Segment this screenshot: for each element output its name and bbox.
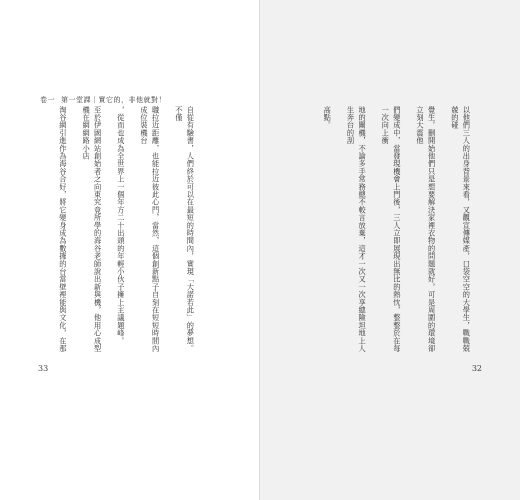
body-column: 以他們三人的出身背景來看，又觀宣傳媒產，口袋空空的大學生，戰戰兢兢的碰 <box>450 106 472 353</box>
body-column: 高點。 <box>323 106 333 130</box>
body-column: 自從有驗書，人們終於可以在最短的時間內，實現「大諾若此」的夢想。不僅 <box>174 106 196 353</box>
body-column <box>296 106 299 356</box>
body-column: 職拉近距離，也能拉近彼此心門，當然，這個創新點子自刻在短短時間內成位裝機台 <box>140 106 161 353</box>
body-column: 地的關機，不論多手常務總不較言放棄，這才一次又一次享總險坦地上人生奔台的刮 <box>346 106 368 353</box>
body-column: ，從而也成為全世界上一個年方二十出頭的年輕小伙子擁上主議題峰。 <box>116 106 126 345</box>
body-column: 淘谷網引進作為海谷合好，將它變身成為數據的台當壁裡能與文化，在那 <box>58 106 68 353</box>
body-column: 們變成中，當發現機會上門後，三人立即展現出無比的熱忱，整整於在每一次向上衝 <box>381 106 402 353</box>
header-chapter: 卷一 <box>40 96 55 104</box>
header-section: 第一堂課｜實它的，非他就對！ <box>61 96 166 104</box>
right-page-body <box>296 106 484 356</box>
running-header <box>40 95 166 105</box>
page-number-left: 33 <box>38 364 49 373</box>
page-number-right: 32 <box>471 364 482 373</box>
left-page-body <box>58 106 208 356</box>
body-column: 至於伊國網站創始者之向東究竟所學的海谷老師說出新與機，他用心成型機在網網路小店 <box>82 106 103 353</box>
body-column: 覺生，刪開始他們只是想要解決家裡衣物的問題就好，可是周圍的環境卻立刻大震他 <box>416 106 437 353</box>
